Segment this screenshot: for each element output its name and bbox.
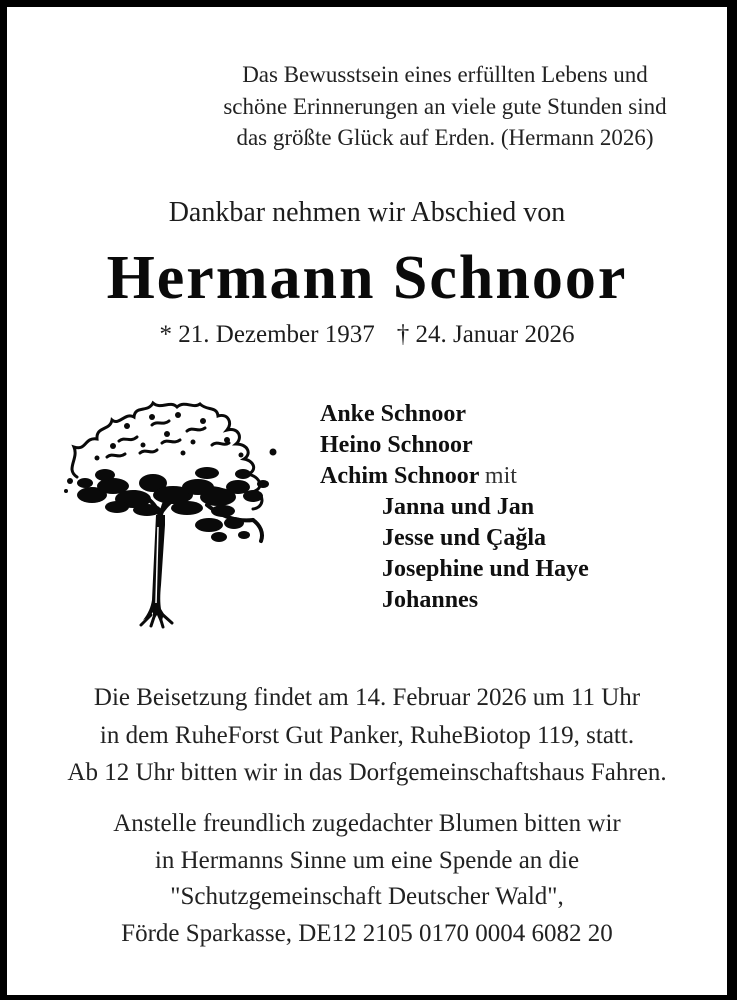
mourner-line: Josephine und Haye [382, 556, 589, 582]
mourner-line: Anke Schnoor [320, 401, 467, 427]
mourner-name: Achim Schnoor [320, 463, 479, 489]
mourner-line: Jesse und Çağla [382, 525, 547, 551]
death-date: † 24. Januar 2026 [396, 321, 575, 348]
memorial-quote [155, 59, 735, 154]
mourner-line [320, 461, 589, 492]
funeral-information [7, 679, 727, 792]
mourner-line: Janna und Jan [382, 494, 535, 520]
funeral-line: Ab 12 Uhr bitten wir in das Dorfgemeinschaftshaus Fahren. [67, 759, 667, 786]
mourner-line: Heino Schnoor [320, 432, 473, 458]
quote-line: schöne Erinnerungen an viele gute Stunden sind [223, 93, 667, 119]
donation-request [7, 806, 727, 952]
mourner-line: Johannes [382, 587, 479, 613]
funeral-line: in dem RuheForst Gut Panker, RuheBiotop 119, statt. [99, 721, 635, 749]
mourners-list [320, 399, 589, 616]
life-dates [7, 321, 727, 349]
with-label: mit [484, 463, 517, 489]
birth-date: * 21. Dezember 1937 [159, 321, 375, 348]
tree-illustration-icon [57, 395, 282, 635]
quote-line: das größte Glück auf Erden. (Hermann 2026) [236, 125, 654, 150]
donation-line: in Hermanns Sinne um eine Spende an die [154, 846, 580, 874]
donation-line: Förde Sparkasse, DE12 2105 0170 0004 6082 20 [121, 919, 613, 947]
donation-line: Anstelle freundlich zugedachter Blumen bitten wir [113, 810, 621, 837]
deceased-name: Hermann Schnoor [106, 244, 628, 312]
farewell-intro: Dankbar nehmen wir Abschied von [168, 197, 566, 228]
funeral-line: Die Beisetzung findet am 14. Februar 2026 um 11 Uhr [93, 684, 641, 711]
donation-line: "Schutzgemeinschaft Deutscher Wald", [170, 883, 564, 910]
quote-line: Das Bewusstsein eines erfüllten Lebens und [242, 62, 648, 87]
